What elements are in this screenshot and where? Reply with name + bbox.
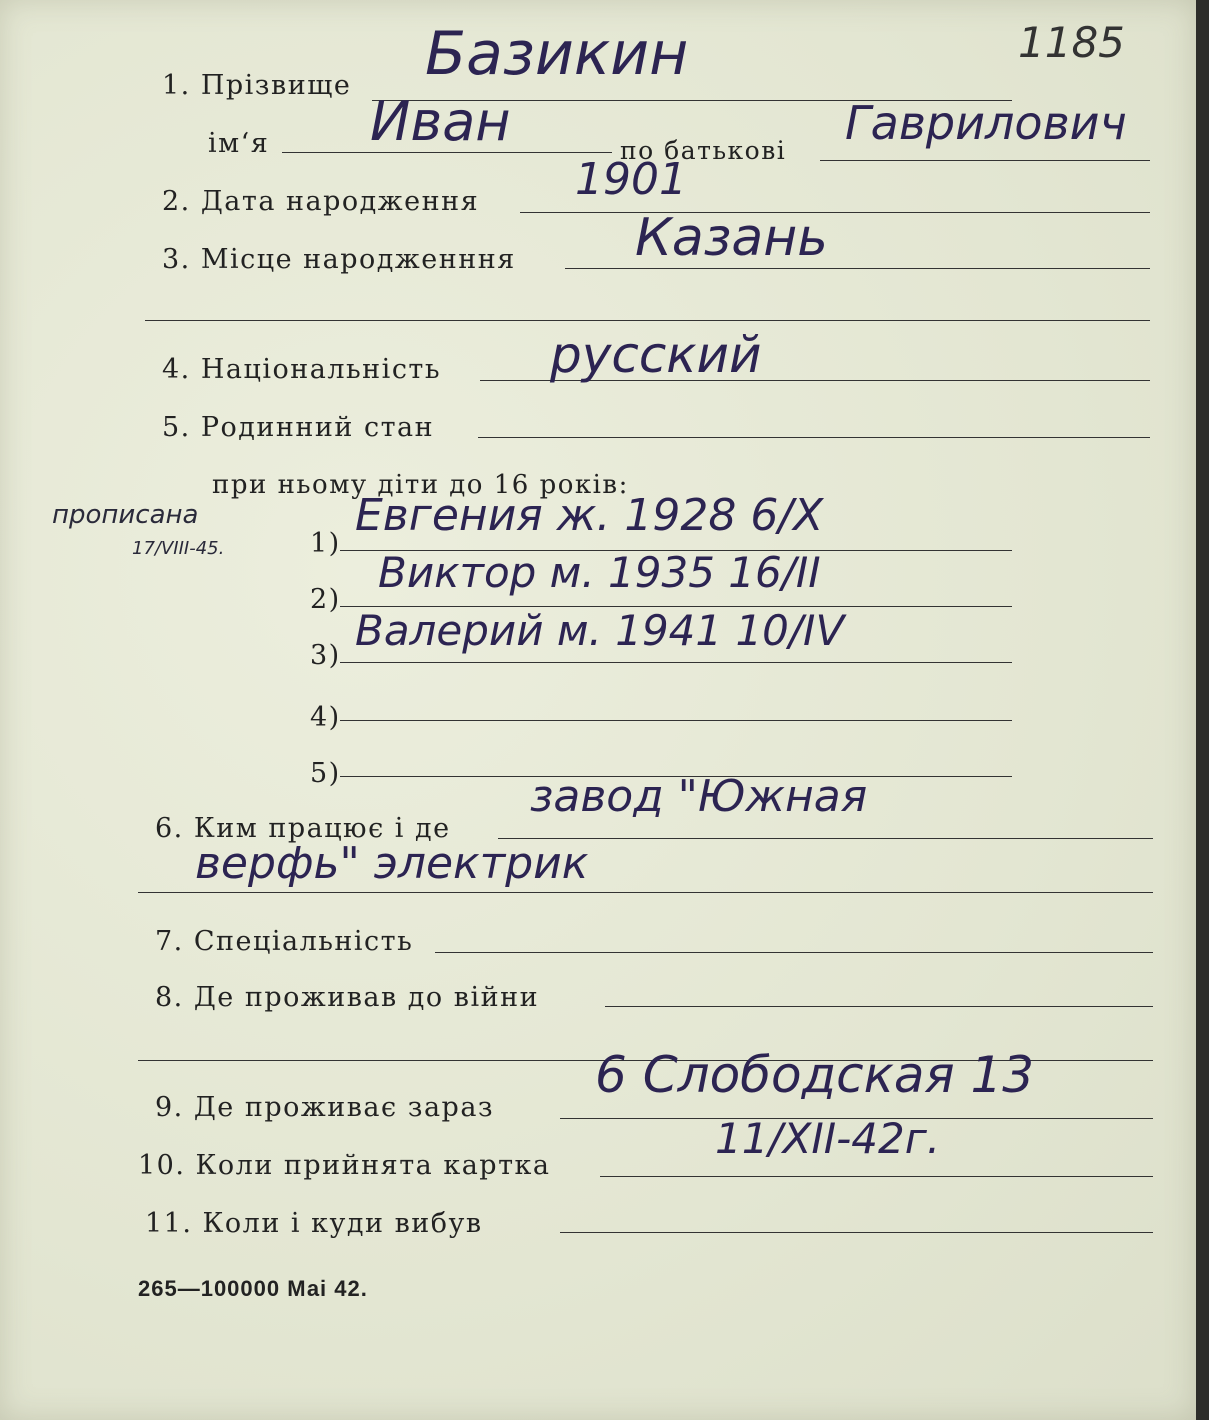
label-birth-date: 2. Дата народження [162,186,480,217]
label-speciality: 7. Спеціальність [155,926,414,957]
child-num-3: 3) [310,640,341,671]
hw-surname: Базикин [425,19,689,89]
hw-child-3: Валерий м. 1941 10/IV [355,606,845,655]
label-patronymic: по батькові [620,136,787,165]
label-current-residence: 9. Де проживає зараз [155,1092,495,1123]
hw-card-date: 11/XII-42г. [715,1114,941,1163]
line-speciality [435,952,1153,953]
hw-first-name: Иван [370,90,511,153]
line-child-4 [340,720,1012,721]
child-num-2: 2) [310,584,341,615]
hw-work-2: верфь" электрик [195,838,589,889]
label-surname: 1. Прізвище [162,70,352,101]
hw-work-1: завод "Южная [530,771,868,822]
line-birth-place [565,268,1150,269]
line-departed [560,1232,1153,1233]
print-footer: 265—100000 Маі 42. [138,1276,368,1301]
label-nationality: 4. Національність [162,354,442,385]
hw-birth-year: 1901 [575,154,687,205]
hw-child-1: Евгения ж. 1928 6/X [355,490,824,541]
hw-side-note-2: 17/VIII-45. [132,538,225,559]
label-name: ім‘я [208,128,270,159]
hw-child-2: Виктор м. 1935 16/II [378,548,821,597]
child-num-5: 5) [310,758,341,789]
label-birth-place: 3. Місце народженння [162,244,516,275]
line-card-accepted [600,1176,1153,1177]
card-number: 1185 [1018,18,1125,67]
line-work-2 [138,892,1153,893]
child-num-4: 4) [310,702,341,733]
label-children-header: при ньому діти до 16 років: [212,470,629,500]
child-num-1: 1) [310,528,341,559]
hw-nationality: русский [550,326,762,384]
line-family-status [478,437,1150,438]
card-edge-shadow [1196,0,1209,1420]
line-work [498,838,1153,839]
hw-patronymic: Гаврилович [845,96,1127,150]
hw-current-residence: 6 Слободская 13 [595,1046,1035,1104]
label-prewar-residence: 8. Де проживав до війни [155,982,540,1013]
line-birth-date [520,212,1150,213]
label-family-status: 5. Родинний стан [162,412,435,443]
label-departed: 11. Коли і куди вибув [145,1208,483,1239]
line-child-3 [340,662,1012,663]
hw-birth-place: Казань [635,208,828,268]
line-patronymic [820,160,1150,161]
hw-side-note-1: прописана [52,500,199,530]
label-work: 6. Ким працює і де [155,813,451,844]
line-birth-place-2 [145,320,1150,321]
line-prewar-residence [605,1006,1153,1007]
label-card-accepted: 10. Коли прийнята картка [138,1150,551,1181]
